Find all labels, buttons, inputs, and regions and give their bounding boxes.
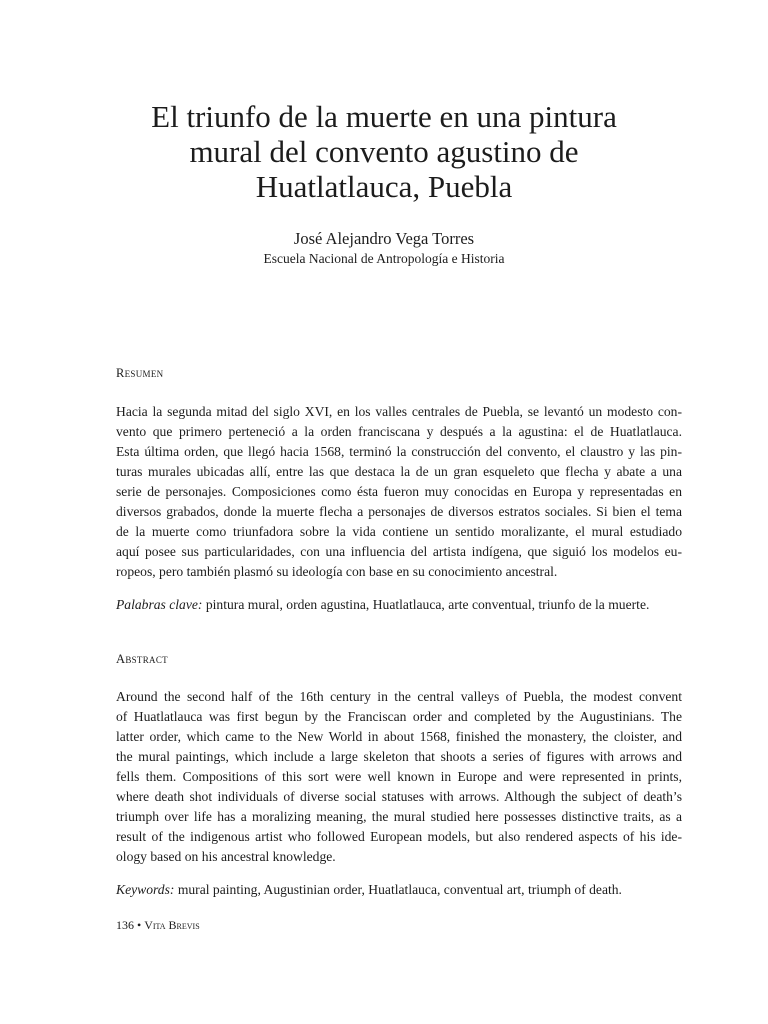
abstract-line: of Huatlatlauca was first begun by the Franciscan order and completed by the Augustinians. The xyxy=(116,709,682,724)
author-name: José Alejandro Vega Torres xyxy=(293,229,475,248)
abstract-line: fells them. Compositions of this sort were well known in Europe and were represented in prints, xyxy=(116,769,682,784)
keywords-label: Keywords: xyxy=(116,882,175,897)
title-line: mural del convento agustino de xyxy=(189,134,579,169)
resumen-line: aquí posee sus particularidades, con una influencia del artista indígena, que siguió los modelos eu- xyxy=(116,544,682,559)
abstract-line: where death shot individuals of diverse social statuses with arrows. Although the subject of death’s xyxy=(116,789,682,804)
abstract-keywords xyxy=(116,880,682,900)
abstract-line: ology based on his ancestral knowledge. xyxy=(116,849,336,864)
resumen-line: Esta última orden, que llegó hacia 1568, terminó la construcción del convento, el claustro y las pin- xyxy=(116,444,682,459)
resumen-line: de la muerte como triunfadora sobre la vida contiene un sentido moralizante, el mural estudiado xyxy=(116,524,682,539)
abstract-line: latter order, which came to the New World in about 1568, finished the monastery, the cloister, and xyxy=(116,729,682,744)
abstract-line: result of the indigenous artist who followed European models, but also rendered aspects of his ide- xyxy=(116,829,682,844)
author-affiliation: Escuela Nacional de Antropología e Historia xyxy=(263,251,505,266)
resumen-keywords xyxy=(116,595,682,615)
resumen-line: serie de personajes. Composiciones como ésta fueron muy conocidas en Europa y representadas en xyxy=(116,484,682,499)
resumen-line: Hacia la segunda mitad del siglo XVI, en los valles centrales de Puebla, se levantó un modesto con- xyxy=(116,404,682,419)
title-line: El triunfo de la muerte en una pintura xyxy=(151,99,617,134)
abstract-body xyxy=(116,687,682,867)
abstract-line: the mural paintings, which include a large skeleton that shoots a series of figures with arrows and xyxy=(116,749,682,764)
resumen-line: vento que primero perteneció a la orden franciscana y después a la agustina: el de Huatlatlauca. xyxy=(116,424,682,439)
abstract-line: Around the second half of the 16th century in the central valleys of Puebla, the modest convent xyxy=(116,689,682,704)
keywords-text: mural painting, Augustinian order, Huatlatlauca, conventual art, triumph of death. xyxy=(177,882,622,897)
resumen-line: diversos grabados, donde la muerte flecha a personajes de diversos estratos sociales. Si bien el tema xyxy=(116,504,682,519)
resumen-line: ropeos, pero también plasmó su ideología con base en su conocimiento ancestral. xyxy=(116,564,558,579)
page-number: 136 xyxy=(116,918,134,932)
footer-separator: • xyxy=(137,918,142,932)
resumen-heading: Resumen xyxy=(116,366,164,380)
abstract-line: triumph over life has a moralizing meaning, the mural studied here possesses distinctive traits, as a xyxy=(116,809,682,824)
journal-name: Vita Brevis xyxy=(144,918,200,932)
abstract-heading: Abstract xyxy=(116,652,168,666)
page-footer xyxy=(116,918,200,933)
title-line: Huatlatlauca, Puebla xyxy=(255,169,513,204)
resumen-body xyxy=(116,402,682,582)
keywords-label: Palabras clave: xyxy=(116,597,203,612)
resumen-line: turas murales ubicadas allí, entre las que destaca la de un gran esqueleto que flecha y abate a una xyxy=(116,464,682,479)
article-title xyxy=(100,99,668,204)
keywords-text: pintura mural, orden agustina, Huatlatlauca, arte conventual, triunfo de la muerte. xyxy=(205,597,650,612)
